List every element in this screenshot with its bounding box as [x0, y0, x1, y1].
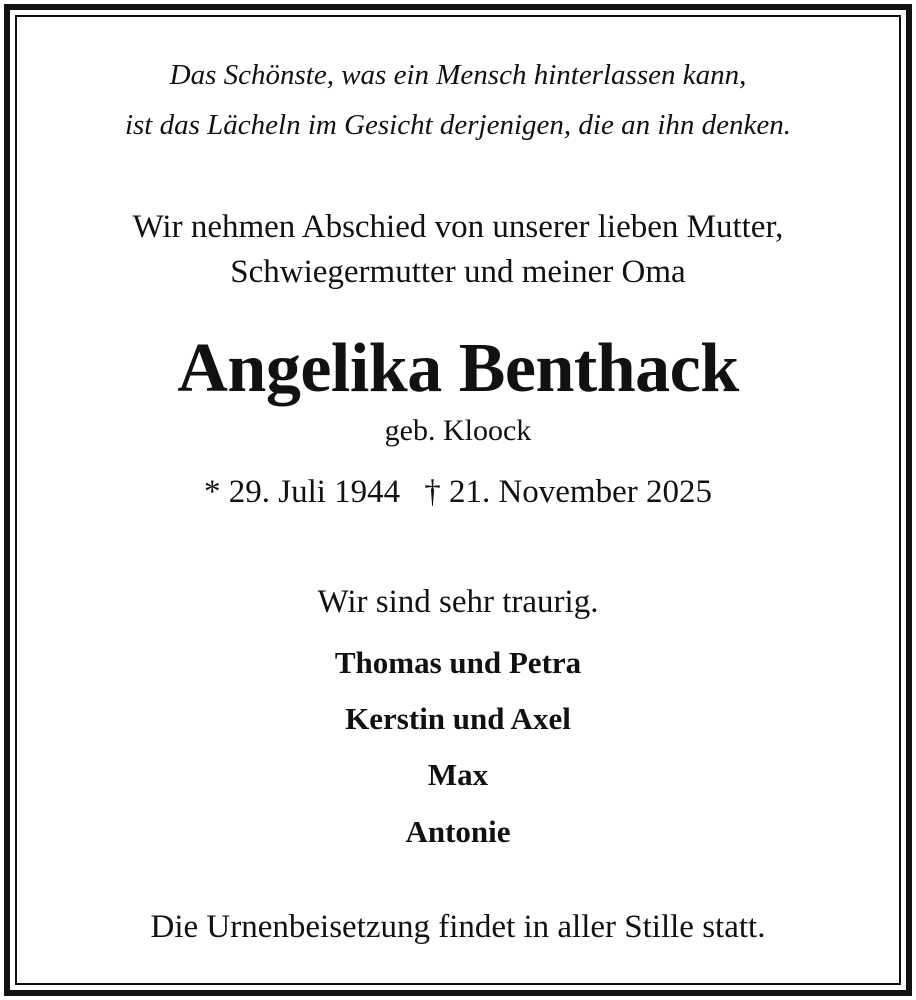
quote-line-1: Das Schönste, was ein Mensch hinterlassen kann, — [169, 59, 747, 91]
quote-line-2: ist das Lächeln im Gesicht derjenigen, die an ihn denken. — [124, 109, 792, 141]
intro-line-1: Wir nehmen Abschied von unserer lieben Mutter, — [132, 209, 784, 245]
sentiment-text: Wir sind sehr traurig. — [317, 584, 599, 620]
mourner-2: Kerstin und Axel — [345, 701, 571, 736]
intro-line-2: Schwiegermutter und meiner Oma — [230, 254, 686, 290]
birth-date: * 29. Juli 1944 — [204, 474, 401, 510]
mourner-1: Thomas und Petra — [334, 645, 582, 680]
birth-name: geb. Kloock — [384, 414, 532, 447]
death-date: † 21. November 2025 — [424, 474, 712, 510]
deceased-name: Angelika Benthack — [177, 330, 739, 407]
mourner-3: Max — [427, 757, 489, 792]
obituary-notice — [17, 17, 899, 983]
closing-note: Die Urnenbeisetzung findet in aller Stille statt. — [150, 909, 766, 945]
life-dates — [17, 474, 899, 511]
mourner-4: Antonie — [405, 814, 511, 849]
